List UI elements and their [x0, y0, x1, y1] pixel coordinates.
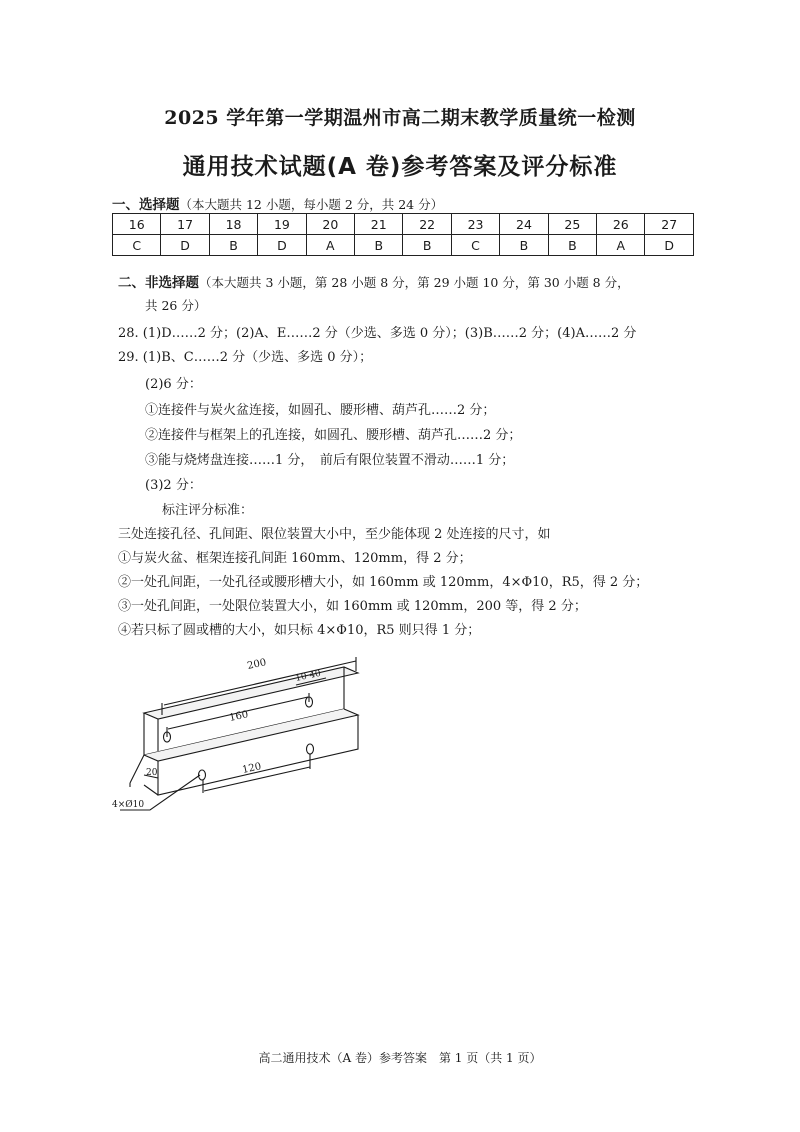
question-number: 22 [403, 214, 451, 235]
question-number: 26 [597, 214, 645, 235]
annotation-criteria-heading: 标注评分标准： [162, 503, 254, 518]
hole-4 [307, 744, 314, 754]
page-subtitle: 通用技术试题(A 卷)参考答案及评分标准 [182, 154, 618, 180]
answer-cell: D [258, 235, 306, 256]
criteria-line-2: ②连接件与框架上的孔连接，如圆孔、腰形槽、葫芦孔……2 分； [145, 428, 522, 443]
bracket-dimension-drawing [110, 645, 380, 825]
page-title: 2025 学年第一学期温州市高二期末教学质量统一检测 [164, 107, 636, 129]
answer-cell: A [597, 235, 645, 256]
section1-note: （本大题共 12 小题，每小题 2 分，共 24 分） [179, 197, 444, 212]
question-number: 25 [548, 214, 596, 235]
answer-cell: D [161, 235, 209, 256]
section1-heading-row [112, 193, 443, 213]
annotation-criteria-3: ③一处孔间距，一处限位装置大小，如 160mm 或 120mm，200 等，得 2 分； [118, 599, 587, 614]
answer-cell: B [355, 235, 403, 256]
answer-row [113, 235, 694, 256]
annotation-criteria-1: ①与炭火盆、框架连接孔间距 160mm、120mm，得 2 分； [118, 551, 472, 566]
section2-heading-row [118, 271, 630, 291]
question-number: 24 [500, 214, 548, 235]
answer-line-29-1: 29. (1)B、C……2 分（少选、多选 0 分）； [118, 350, 373, 365]
question-number: 18 [209, 214, 257, 235]
question-number: 23 [451, 214, 499, 235]
answer-cell: B [500, 235, 548, 256]
question-number: 19 [258, 214, 306, 235]
criteria-line-3: ③能与烧烤盘连接……1 分， 前后有限位装置不滑动……1 分； [145, 453, 515, 468]
question-number: 17 [161, 214, 209, 235]
answer-cell: C [113, 235, 161, 256]
dim-10-40-label: 10 40 [294, 668, 322, 684]
section2-note-line2: 共 26 分） [145, 298, 207, 313]
answer-cell: B [209, 235, 257, 256]
section2-note-line1: （本大题共 3 小题，第 28 小题 8 分，第 29 小题 10 分，第 30 小题 8 分， [199, 275, 630, 290]
answer-line-29-2: (2)6 分： [145, 377, 202, 392]
answer-cell: B [548, 235, 596, 256]
bottom-edge [130, 755, 144, 787]
question-number: 20 [306, 214, 354, 235]
answer-line-29-3: (3)2 分： [145, 478, 202, 493]
criteria-line-1: ①连接件与炭火盆连接，如圆孔、腰形槽、葫芦孔……2 分； [145, 403, 496, 418]
answer-line-28: 28. (1)D……2 分；(2)A、E……2 分（少选、多选 0 分）；(3)B……2 分；(4)A……2 分 [118, 326, 637, 341]
answer-table [112, 213, 694, 256]
question-number-row [113, 214, 694, 235]
question-number: 27 [645, 214, 694, 235]
answer-cell: C [451, 235, 499, 256]
dim-120-label: 120 [241, 761, 263, 776]
dim-20-label: 20 [146, 768, 158, 778]
question-number: 21 [355, 214, 403, 235]
middle-ledge [144, 709, 358, 761]
section2-heading: 二、非选择题 [118, 275, 199, 291]
dim-160-label: 160 [228, 709, 250, 724]
answer-cell: B [403, 235, 451, 256]
bottom-edge-2 [144, 785, 158, 795]
section1-heading: 一、选择题 [112, 197, 180, 213]
dim-200-label: 200 [246, 657, 268, 672]
page-footer: 高二通用技术（A 卷）参考答案 第 1 页（共 1 页） [258, 1051, 542, 1065]
answer-cell: A [306, 235, 354, 256]
question-number: 16 [113, 214, 161, 235]
annotation-criteria-intro: 三处连接孔径、孔间距、限位装置大小中，至少能体现 2 处连接的尺寸，如 [118, 527, 551, 542]
annotation-criteria-2: ②一处孔间距，一处孔径或腰形槽大小，如 160mm 或 120mm，4×Φ10，R5，得 2 分； [118, 575, 649, 590]
annotation-criteria-4: ④若只标了圆或槽的大小，如只标 4×Φ10，R5 则只得 1 分； [118, 623, 481, 638]
top-flange [144, 667, 358, 719]
hole-spec-label: 4×Ø10 [112, 800, 145, 810]
answer-cell: D [645, 235, 694, 256]
